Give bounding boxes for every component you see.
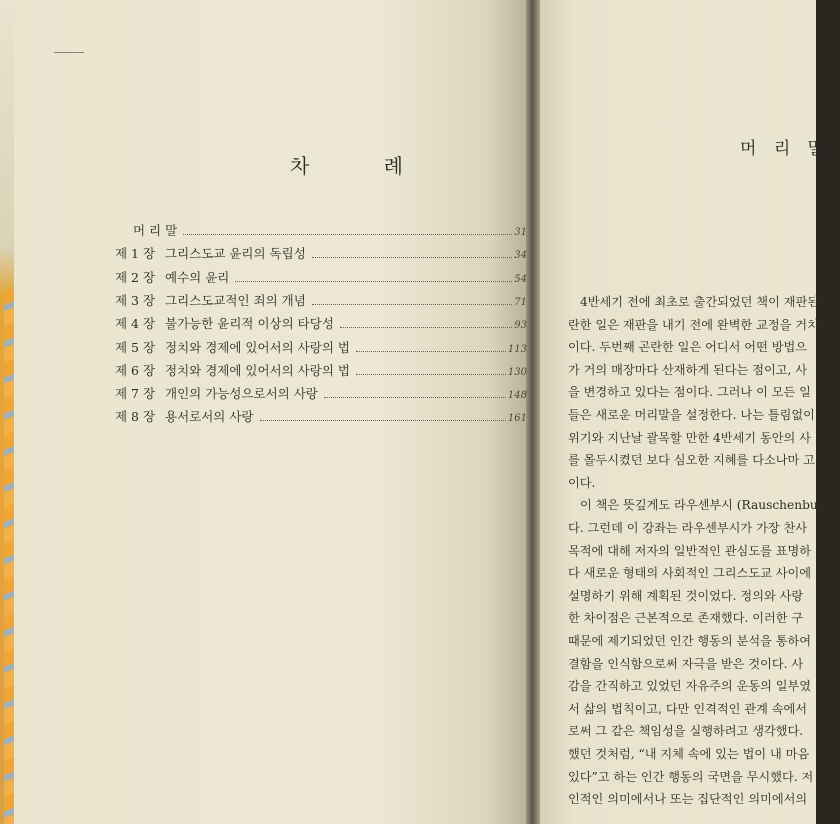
preface-line: 한 차이점은 근본적으로 존재했다. 이러한 구 [568,611,804,626]
preface-line: 있다”고 하는 인간 행동의 국면을 무시했다. 저 [568,769,814,784]
preface-line: 로써 그 같은 책임성을 실행하려고 생각했다. [568,724,804,739]
toc-chapter-title: 용서로서의 사랑 [165,409,254,425]
preface-line: 설명하기 위해 계획된 것이었다. 정의와 사랑 [568,588,804,603]
preface-line: 목적에 대해 저자의 일반적인 관심도를 표명하 [568,543,812,558]
preface-line: 위기와 지난날 괄목할 만한 4반세기 동안의 사 [568,430,811,445]
preface-line: 이다. 두번째 곤란한 일은 어디서 어떤 방법으 [568,340,808,355]
toc-page-number: 54 [514,273,527,285]
toc-page-number: 130 [507,366,527,378]
toc-dot-leader [312,303,512,305]
book-edge-strip [0,0,14,824]
toc-dot-leader [183,233,512,235]
toc-entry [115,291,527,311]
toc-chapter-title: 정치와 경제에 있어서의 사랑의 법 [165,362,350,378]
preface-line: 를 몰두시켰던 보다 심오한 지혜를 다소나마 고 [568,453,815,468]
toc-dot-leader [260,419,506,421]
toc-chapter-title: 머 리 말 [133,223,178,238]
toc-entry [115,314,527,334]
toc-chapter-number: 제 7 장 [115,386,156,402]
toc-page-number: 31 [514,227,527,238]
preface-line: 란한 일은 재판을 내기 전에 완벽한 교정을 거치 [568,317,819,332]
toc-chapter-title: 그리스도교 윤리의 독립성 [165,246,306,262]
preface-line: 인적인 의미에서나 또는 집단적인 의미에서의 [568,792,808,807]
preface-line: 다 새로운 형태의 사회적인 그리스도교 사이에 [568,566,812,581]
preface-line: 결함을 인식함으로써 자극을 받은 것이다. 사 [568,656,804,671]
toc-chapter-title: 정치와 경제에 있어서의 사랑의 법 [165,339,350,355]
toc-chapter-number: 제 5 장 [115,339,156,355]
toc-entry [115,338,527,358]
preface-line: 서 삶의 법칙이고, 다만 인격적인 관계 속에서 [568,701,808,716]
toc-chapter-number: 제 1 장 [115,246,156,262]
preface-line: 을 변경하고 있다는 점이다. 그러나 이 모든 일 [568,385,811,400]
toc-page-number: 148 [507,390,527,402]
toc-chapter-title: 개인의 가능성으로서의 사랑 [165,386,318,402]
toc-chapter-title: 불가능한 윤리적 이상의 타당성 [165,316,334,332]
book-gutter [526,0,540,824]
toc-entry [115,361,527,381]
toc-page-number: 161 [507,413,527,425]
right-page [540,0,831,824]
toc-dot-leader [356,350,506,352]
toc-dot-leader [312,256,512,258]
toc-heading: 차 례 [290,154,437,178]
toc-chapter-number: 제 2 장 [115,269,156,285]
preface-line: 4반세기 전에 최초로 출간되었던 책이 재판된 [580,295,820,309]
toc-entry [115,244,527,264]
preface-line: 감을 간직하고 있었던 자유주의 운동의 일부였 [568,679,812,694]
toc-entry [115,407,527,427]
toc-page-number: 93 [514,320,527,332]
toc-entry [115,268,527,288]
toc-chapter-number: 제 4 장 [115,316,156,332]
toc-chapter-number: 제 8 장 [115,409,156,425]
toc-chapter-title: 예수의 윤리 [165,269,230,285]
toc-chapter-number: 제 3 장 [115,292,156,308]
preface-line: 가 거의 매장마다 산재하게 된다는 점이고, 사 [568,362,808,377]
preface-heading: 머 리 말 [740,139,831,159]
toc-entry [115,384,527,404]
toc-chapter-title: 그리스도교적인 죄의 개념 [165,292,306,308]
toc-dot-leader [356,373,506,375]
toc-page-number: 113 [507,343,527,355]
toc-dot-leader [324,396,506,398]
page-corner-mark [54,52,84,53]
toc-dot-leader [235,280,512,282]
preface-line: 했던 것처럼, “내 지체 속에 있는 법이 내 마음 [568,747,810,761]
preface-line: 들은 새로운 머리말을 설정한다. 나는 틀림없이 [568,408,815,422]
toc-dot-leader [340,326,512,328]
preface-line: 다. 그런데 이 강좌는 라우센부시가 가장 찬사 [568,521,808,535]
toc-chapter-number: 제 6 장 [115,362,156,378]
toc-page-number: 71 [514,296,527,308]
toc-entry [115,221,527,241]
preface-line: 이 책은 뜻깊게도 라우센부시 (Rauschenbus [580,498,824,513]
preface-line: 이다. [568,475,596,490]
toc-page-number: 34 [514,250,527,262]
preface-line: 때문에 제기되었던 인간 행동의 분석을 통하여 [568,634,812,648]
